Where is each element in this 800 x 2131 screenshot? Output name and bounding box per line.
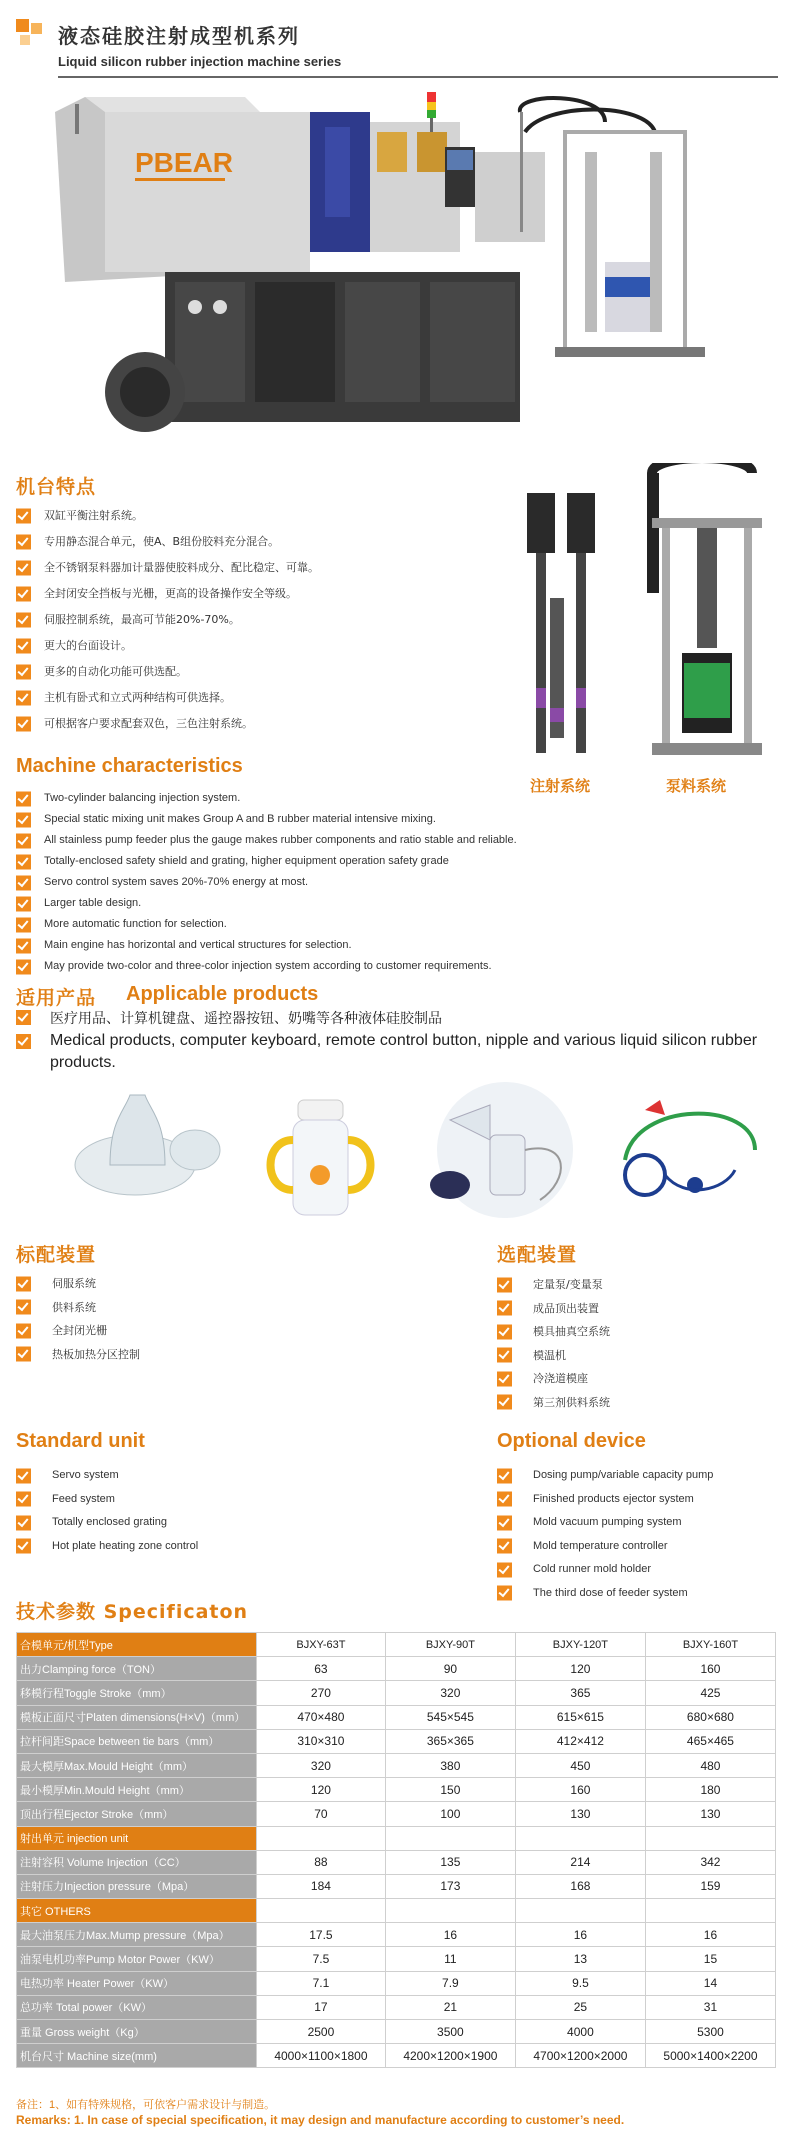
value-cell: 4700×1200×2000 [515,2044,645,2068]
remark-cn: 备注：1、如有特殊规格，可依客户需求设计与制造。 [16,2099,276,2111]
row-label-cell: 拉杆间距Space between tie bars（mm） [17,1729,257,1753]
value-cell: 31 [645,1995,775,2019]
list-item: 主机有卧式和立式两种结构可供选择。 [16,685,506,711]
checkbox-icon [16,587,31,602]
empty-cell [257,1899,386,1923]
optional-en-title: Optional device [497,1430,646,1452]
checkbox-icon [497,1515,512,1530]
checkbox-icon [16,938,31,953]
list-item: More automatic function for selection. [16,914,756,935]
checkbox-icon [16,613,31,628]
list-item: 全封闭安全挡板与光栅，更高的设备操作安全等级。 [16,581,506,607]
value-cell: 4000×1100×1800 [257,2044,386,2068]
list-item: 定量泵/变量泵 [497,1273,777,1297]
value-cell: 342 [645,1850,775,1874]
standard-cn-title: 标配装置 [16,1244,97,1266]
checkbox-icon [16,717,31,732]
checkbox-icon [16,535,31,550]
value-cell: 160 [645,1657,775,1681]
list-item: Dosing pump/variable capacity pump [497,1464,787,1488]
list-item: 可根据客户要求配套双色，三色注射系统。 [16,711,506,737]
checkbox-icon [16,1300,31,1315]
checkbox-icon [497,1562,512,1577]
value-cell: 135 [385,1850,515,1874]
checkbox-icon [497,1492,512,1507]
list-item: 伺服系统 [16,1272,346,1296]
value-cell: 320 [385,1681,515,1705]
checkbox-icon [16,1492,31,1507]
list-item: Mold vacuum pumping system [497,1511,787,1535]
section-label-cell: 射出单元 injection unit [17,1826,257,1850]
value-cell: 16 [515,1923,645,1947]
machine-brand-label: PBEAR [135,147,234,178]
remark-en: Remarks: 1. In case of special specification, it may design and manufacture according to customer’s need. [16,2113,625,2127]
value-cell: 7.1 [257,1971,386,1995]
value-cell: 16 [385,1923,515,1947]
row-label-cell: 油泵电机功率Pump Motor Power（KW） [17,1947,257,1971]
checkbox-icon [16,833,31,848]
empty-cell [645,1826,775,1850]
table-row [17,2020,776,2044]
value-cell: 4000 [515,2020,645,2044]
table-row [17,1753,776,1777]
value-cell: 310×310 [257,1729,386,1753]
spec-table [16,1632,776,2068]
checkbox-icon [16,791,31,806]
table-row [17,2044,776,2068]
value-cell: 70 [257,1802,386,1826]
list-item: Hot plate heating zone control [16,1535,346,1559]
value-cell: 450 [515,1753,645,1777]
list-item: Main engine has horizontal and vertical structures for selection. [16,935,756,956]
value-cell: 545×545 [385,1705,515,1729]
value-cell: 7.5 [257,1947,386,1971]
value-cell: 130 [645,1802,775,1826]
applicable-title-cn: 适用产品 [16,987,97,1009]
value-cell: 90 [385,1657,515,1681]
checkbox-icon [16,896,31,911]
value-cell: 14 [645,1971,775,1995]
list-item: Special static mixing unit makes Group A and B rubber material intensive mixing. [16,809,756,830]
value-cell: 5000×1400×2200 [645,2044,775,2068]
list-item: 全不锈钢泵料器加计量器使胶料成分、配比稳定、可靠。 [16,555,506,581]
checkbox-icon [497,1324,512,1339]
list-item: 供料系统 [16,1296,346,1320]
row-label-cell: 注射压力Injection pressure（Mpa） [17,1874,257,1898]
breast-pump-image [420,1080,590,1220]
list-item: Finished products ejector system [497,1488,787,1512]
value-cell: 130 [515,1802,645,1826]
empty-cell [515,1899,645,1923]
table-row [17,1778,776,1802]
list-item: 更大的台面设计。 [16,633,506,659]
checkbox-icon [16,691,31,706]
value-cell: 465×465 [645,1729,775,1753]
table-row [17,1850,776,1874]
table-row [17,1826,776,1850]
standard-en-title: Standard unit [16,1430,145,1452]
injection-system-image [522,488,617,763]
value-cell: 3500 [385,2020,515,2044]
checkbox-icon [16,1515,31,1530]
value-cell: 214 [515,1850,645,1874]
value-cell: 9.5 [515,1971,645,1995]
list-item: Totally enclosed grating [16,1511,346,1535]
list-item: 伺服控制系统，最高可节能20%-70%。 [16,607,506,633]
list-item: 双缸平衡注射系统。 [16,503,506,529]
model-header-cell: BJXY-160T [645,1633,775,1657]
applicable-text-cn: 医疗用品、计算机键盘、遥控器按钮、奶嘴等各种液体硅胶制品 [50,1011,442,1027]
value-cell: 120 [257,1778,386,1802]
value-cell: 13 [515,1947,645,1971]
value-cell: 63 [257,1657,386,1681]
value-cell: 173 [385,1874,515,1898]
checkbox-icon [16,875,31,890]
features-en-title: Machine characteristics [16,755,243,777]
value-cell: 168 [515,1874,645,1898]
applicable-title-en: Applicable products [126,983,319,1005]
list-item: The third dose of feeder system [497,1582,787,1606]
list-item: Mold temperature controller [497,1535,787,1559]
table-row [17,1657,776,1681]
features-en-list [16,788,756,977]
checkbox-icon [16,959,31,974]
checkbox-icon [497,1348,512,1363]
checkbox-icon [16,917,31,932]
checkbox-icon [16,854,31,869]
value-cell: 365×365 [385,1729,515,1753]
empty-cell [645,1899,775,1923]
row-label-cell: 重量 Gross weight（Kg） [17,2020,257,2044]
value-cell: 150 [385,1778,515,1802]
checkbox-icon [16,1276,31,1291]
checkbox-icon [16,1347,31,1362]
list-item: Cold runner mold holder [497,1558,787,1582]
table-row [17,1729,776,1753]
checkbox-icon [497,1301,512,1316]
row-label-cell: 最大模厚Max.Mould Height（mm） [17,1753,257,1777]
empty-cell [385,1826,515,1850]
row-label-cell: 总功率 Total power（KW） [17,1995,257,2019]
nipple-product-image [65,1080,235,1220]
injection-machine-image [45,92,765,492]
header-divider [58,76,778,78]
row-label-cell: 模板正面尺寸Platen dimensions(H×V)（mm） [17,1705,257,1729]
page-title-en: Liquid silicon rubber injection machine series [58,54,342,69]
model-header-cell: BJXY-90T [385,1633,515,1657]
value-cell: 159 [645,1874,775,1898]
value-cell: 320 [257,1753,386,1777]
standard-en-list [16,1464,346,1558]
empty-cell [257,1826,386,1850]
value-cell: 16 [645,1923,775,1947]
checkbox-icon [497,1586,512,1601]
checkbox-icon [16,639,31,654]
checkbox-icon [497,1371,512,1386]
empty-cell [385,1899,515,1923]
checkbox-icon [16,1323,31,1338]
checkbox-icon [16,1539,31,1554]
value-cell: 120 [515,1657,645,1681]
checkbox-icon [497,1277,512,1292]
standard-cn-list [16,1272,346,1366]
value-cell: 100 [385,1802,515,1826]
optional-cn-list [497,1273,777,1414]
checkbox-icon [16,1468,31,1483]
list-item: 成品顶出装置 [497,1297,777,1321]
table-row [17,1705,776,1729]
checkbox-icon [16,812,31,827]
value-cell: 2500 [257,2020,386,2044]
value-cell: 15 [645,1947,775,1971]
list-item: 冷浇道模座 [497,1367,777,1391]
value-cell: 380 [385,1753,515,1777]
row-label-cell: 最大油泵压力Max.Mump pressure（Mpa） [17,1923,257,1947]
table-row [17,1802,776,1826]
value-cell: 615×615 [515,1705,645,1729]
value-cell: 425 [645,1681,775,1705]
list-item: 更多的自动化功能可供选配。 [16,659,506,685]
list-item: 第三剂供料系统 [497,1391,777,1415]
value-cell: 160 [515,1778,645,1802]
list-item: 全封闭光栅 [16,1319,346,1343]
row-label-cell: 注射容积 Volume Injection（CC） [17,1850,257,1874]
checkbox-icon [16,509,31,524]
value-cell: 7.9 [385,1971,515,1995]
list-item: 模温机 [497,1344,777,1368]
value-cell: 17 [257,1995,386,2019]
list-item: May provide two-color and three-color injection system according to customer requirements. [16,956,756,977]
value-cell: 470×480 [257,1705,386,1729]
table-row [17,1899,776,1923]
value-cell: 270 [257,1681,386,1705]
list-item: 模具抽真空系统 [497,1320,777,1344]
table-row [17,1681,776,1705]
list-item: Totally-enclosed safety shield and grating, higher equipment operation safety grade [16,851,756,872]
features-cn-list [16,503,506,737]
value-cell: 480 [645,1753,775,1777]
value-cell: 5300 [645,2020,775,2044]
value-cell: 17.5 [257,1923,386,1947]
list-item: 专用静态混合单元，使A、B组份胶料充分混合。 [16,529,506,555]
table-header-label: 合模单元/机型Type [17,1633,257,1657]
list-item: Feed system [16,1488,346,1512]
model-header-cell: BJXY-120T [515,1633,645,1657]
value-cell: 25 [515,1995,645,2019]
optional-cn-title: 选配装置 [497,1244,578,1266]
row-label-cell: 最小模厚Min.Mould Height（mm） [17,1778,257,1802]
table-row [17,1971,776,1995]
header-logo-mark [16,19,42,49]
table-row [17,1995,776,2019]
stethoscope-image [605,1080,775,1220]
value-cell: 21 [385,1995,515,2019]
table-row [17,1633,776,1657]
value-cell: 680×680 [645,1705,775,1729]
page-title-cn: 液态硅胶注射成型机系列 [58,24,300,48]
checkbox-icon [497,1395,512,1410]
row-label-cell: 移模行程Toggle Stroke（mm） [17,1681,257,1705]
row-label-cell: 机台尺寸 Machine size(mm) [17,2044,257,2068]
table-row [17,1874,776,1898]
list-item: Servo system [16,1464,346,1488]
empty-cell [515,1826,645,1850]
value-cell: 184 [257,1874,386,1898]
section-label-cell: 其它 OTHERS [17,1899,257,1923]
pump-system-image [642,463,772,763]
value-cell: 88 [257,1850,386,1874]
list-item: All stainless pump feeder plus the gauge makes rubber components and ratio stable and reliable. [16,830,756,851]
row-label-cell: 顶出行程Ejector Stroke（mm） [17,1802,257,1826]
optional-en-list [497,1464,787,1605]
pump-system-caption: 泵料系统 [666,777,727,795]
table-row [17,1947,776,1971]
injection-system-caption: 注射系统 [530,777,591,795]
table-row [17,1923,776,1947]
value-cell: 11 [385,1947,515,1971]
row-label-cell: 出力Clamping force（TON） [17,1657,257,1681]
model-header-cell: BJXY-63T [257,1633,386,1657]
features-cn-title: 机台特点 [16,476,97,498]
value-cell: 365 [515,1681,645,1705]
list-item: Servo control system saves 20%-70% energy at most. [16,872,756,893]
applicable-text-en: Medical products, computer keyboard, remote control button, nipple and various liquid silicon rubber products. [50,1032,758,1071]
value-cell: 180 [645,1778,775,1802]
checkbox-icon [497,1539,512,1554]
spec-title: 技术参数 Specificaton [16,1601,249,1623]
value-cell: 412×412 [515,1729,645,1753]
checkbox-icon [16,665,31,680]
list-item: Two-cylinder balancing injection system. [16,788,756,809]
row-label-cell: 电热功率 Heater Power（KW） [17,1971,257,1995]
checkbox-icon [16,561,31,576]
value-cell: 4200×1200×1900 [385,2044,515,2068]
baby-bottle-image [238,1080,408,1220]
checkbox-icon [497,1468,512,1483]
list-item: Larger table design. [16,893,756,914]
list-item: 热板加热分区控制 [16,1343,346,1367]
